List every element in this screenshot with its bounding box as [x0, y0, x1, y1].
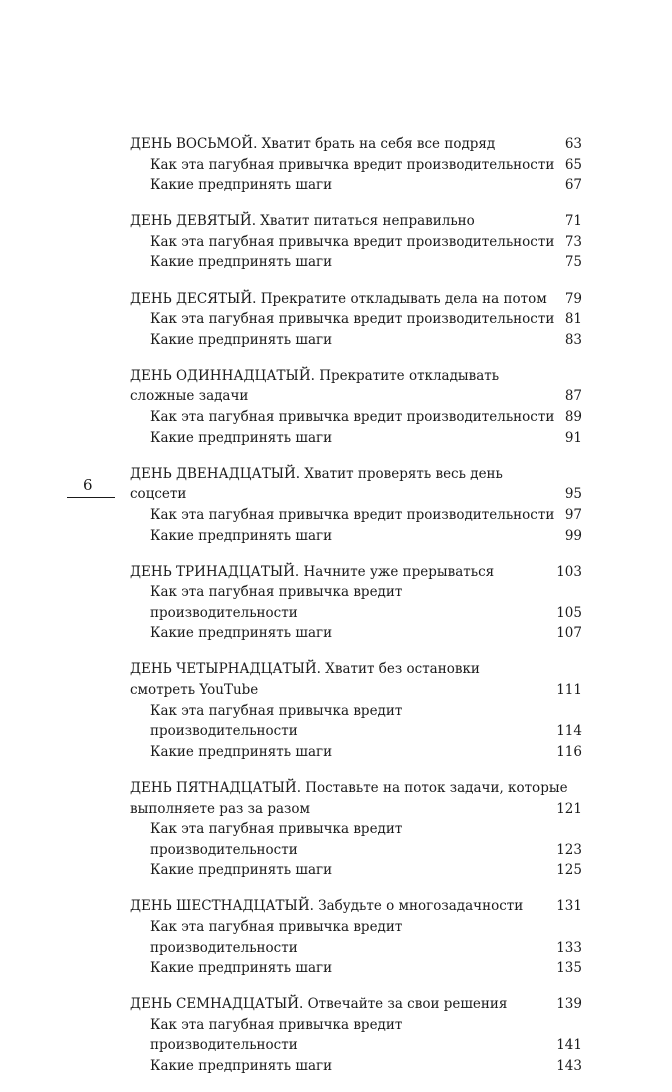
toc-subentry — [130, 330, 582, 351]
subentry-title: Какие предпринять шаги — [150, 625, 333, 642]
subentry-page-number: 133 — [556, 939, 582, 956]
subentry-page-number: 81 — [564, 311, 582, 328]
subentry-page-number: 97 — [564, 506, 582, 523]
chapter-title: ДЕНЬ ШЕСТНАДЦАТЫЙ. Забудьте о многозадачности — [130, 898, 524, 915]
toc-subentry — [130, 958, 582, 979]
chapter-title: ДЕНЬ ТРИНАДЦАТЫЙ. Начните уже прерываться — [130, 563, 495, 580]
chapter-title-line — [130, 680, 582, 701]
toc-chapter — [130, 366, 582, 448]
toc-chapter — [130, 659, 582, 762]
toc-subentry — [130, 860, 582, 881]
toc-subentry — [130, 175, 582, 196]
toc-subentry — [130, 917, 582, 958]
subentry-title: Как эта пагубная привычка вредит производительности — [150, 821, 403, 858]
toc-chapter — [130, 211, 582, 273]
page-number: 6 — [83, 476, 93, 494]
subentry-page-number: 75 — [564, 254, 582, 271]
chapter-title-line — [130, 464, 582, 505]
toc-subentry — [130, 428, 582, 449]
chapter-page-number: 121 — [556, 800, 582, 817]
toc-chapter — [130, 994, 582, 1076]
page-number-rule — [67, 497, 115, 498]
subentry-page-number: 83 — [564, 331, 582, 348]
toc-subentry — [130, 232, 582, 253]
toc-subentry — [130, 701, 582, 742]
subentry-page-number: 73 — [564, 233, 582, 250]
subentry-title: Как эта пагубная привычка вредит производительности — [150, 506, 555, 523]
chapter-page-number: 87 — [564, 388, 582, 405]
toc-subentry — [130, 309, 582, 330]
chapter-page-number: 139 — [556, 996, 582, 1013]
subentry-title: Как эта пагубная привычка вредит производительности — [150, 409, 555, 426]
subentry-title: Как эта пагубная привычка вредит производительности — [150, 584, 403, 621]
chapter-title: ДЕНЬ ДВЕНАДЦАТЫЙ. Хватит проверять весь день соцсети — [130, 465, 503, 503]
subentry-title: Какие предпринять шаги — [150, 177, 333, 194]
toc-subentry — [130, 155, 582, 176]
subentry-page-number: 123 — [556, 841, 582, 858]
subentry-title: Как эта пагубная привычка вредит производительности — [150, 702, 403, 740]
chapter-title-line — [130, 896, 582, 917]
chapter-title: ДЕНЬ СЕМНАДЦАТЫЙ. Отвечайте за свои решения — [130, 996, 508, 1013]
chapter-page-number: 63 — [564, 136, 582, 152]
subentry-title: Какие предпринять шаги — [150, 254, 333, 271]
toc-subentry — [130, 407, 582, 428]
chapter-title: ДЕНЬ ЧЕТЫРНАДЦАТЫЙ. Хватит без остановки — [130, 661, 480, 678]
toc-subentry — [130, 1056, 582, 1077]
subentry-title: Как эта пагубная привычка вредит производительности — [150, 233, 555, 250]
subentry-title: Как эта пагубная привычка вредит производительности — [150, 311, 555, 328]
chapter-page-number: 79 — [564, 290, 582, 307]
subentry-page-number: 65 — [564, 156, 582, 173]
chapter-title-line — [130, 134, 582, 155]
chapter-title: ДЕНЬ ОДИННАДЦАТЫЙ. Прекратите откладывать — [130, 367, 500, 384]
subentry-title: Какие предпринять шаги — [150, 862, 333, 879]
toc-chapter — [130, 289, 582, 351]
toc-subentry — [130, 742, 582, 763]
toc-subentry — [130, 505, 582, 526]
subentry-page-number: 91 — [564, 429, 582, 446]
toc-subentry — [130, 252, 582, 273]
chapter-title: смотреть YouTube — [130, 682, 259, 699]
subentry-title: Какие предпринять шаги — [150, 429, 333, 446]
toc-subentry — [130, 526, 582, 547]
toc-chapter — [130, 896, 582, 978]
subentry-title: Какие предпринять шаги — [150, 960, 333, 977]
chapter-title: ДЕНЬ ДЕСЯТЫЙ. Прекратите откладывать дела на потом — [130, 290, 547, 307]
chapter-title-line — [130, 994, 582, 1015]
toc-chapter — [130, 464, 582, 546]
chapter-title-line — [130, 659, 582, 680]
chapter-title-line — [130, 366, 582, 387]
toc-subentry — [130, 623, 582, 644]
chapter-title-line — [130, 778, 582, 799]
chapter-title-line — [130, 799, 582, 820]
subentry-title: Как эта пагубная привычка вредит производительности — [150, 919, 403, 956]
subentry-page-number: 114 — [556, 723, 582, 740]
toc-subentry — [130, 1015, 582, 1056]
chapter-title-line — [130, 211, 582, 232]
subentry-page-number: 89 — [564, 409, 582, 426]
subentry-page-number: 141 — [556, 1037, 582, 1054]
chapter-title-line — [130, 289, 582, 310]
subentry-title: Какие предпринять шаги — [150, 1058, 333, 1075]
subentry-page-number: 67 — [564, 177, 582, 194]
chapter-title: ДЕНЬ ПЯТНАДЦАТЫЙ. Поставьте на поток задачи, которые — [130, 779, 568, 796]
subentry-page-number: 116 — [556, 743, 582, 760]
chapter-title: выполняете раз за разом — [130, 800, 311, 817]
subentry-title: Какие предпринять шаги — [150, 331, 333, 348]
subentry-title: Какие предпринять шаги — [150, 527, 333, 544]
chapter-title-line — [130, 562, 582, 583]
toc-chapter — [130, 562, 582, 644]
subentry-page-number: 107 — [556, 625, 582, 642]
table-of-contents — [130, 134, 582, 1092]
toc-subentry — [130, 819, 582, 860]
subentry-title: Какие предпринять шаги — [150, 743, 333, 760]
chapter-title: ДЕНЬ ВОСЬМОЙ. Хватит брать на себя все подряд — [130, 136, 496, 152]
chapter-title: ДЕНЬ ДЕВЯТЫЙ. Хватит питаться неправильно — [130, 213, 475, 230]
subentry-title: Как эта пагубная привычка вредит производительности — [150, 1016, 403, 1054]
subentry-title: Как эта пагубная привычка вредит производительности — [150, 156, 555, 173]
chapter-page-number: 103 — [556, 563, 582, 580]
chapter-title-line — [130, 386, 582, 407]
toc-chapter — [130, 778, 582, 881]
chapter-title: сложные задачи — [130, 388, 249, 405]
subentry-page-number: 125 — [556, 862, 582, 879]
toc-chapter — [130, 134, 582, 196]
toc-subentry — [130, 582, 582, 623]
chapter-page-number: 111 — [556, 682, 582, 699]
subentry-page-number: 135 — [556, 960, 582, 977]
chapter-page-number: 71 — [564, 213, 582, 230]
subentry-page-number: 143 — [556, 1058, 582, 1075]
subentry-page-number: 99 — [564, 527, 582, 544]
chapter-page-number: 95 — [564, 486, 582, 503]
subentry-page-number: 105 — [556, 604, 582, 621]
chapter-page-number: 131 — [556, 898, 582, 915]
